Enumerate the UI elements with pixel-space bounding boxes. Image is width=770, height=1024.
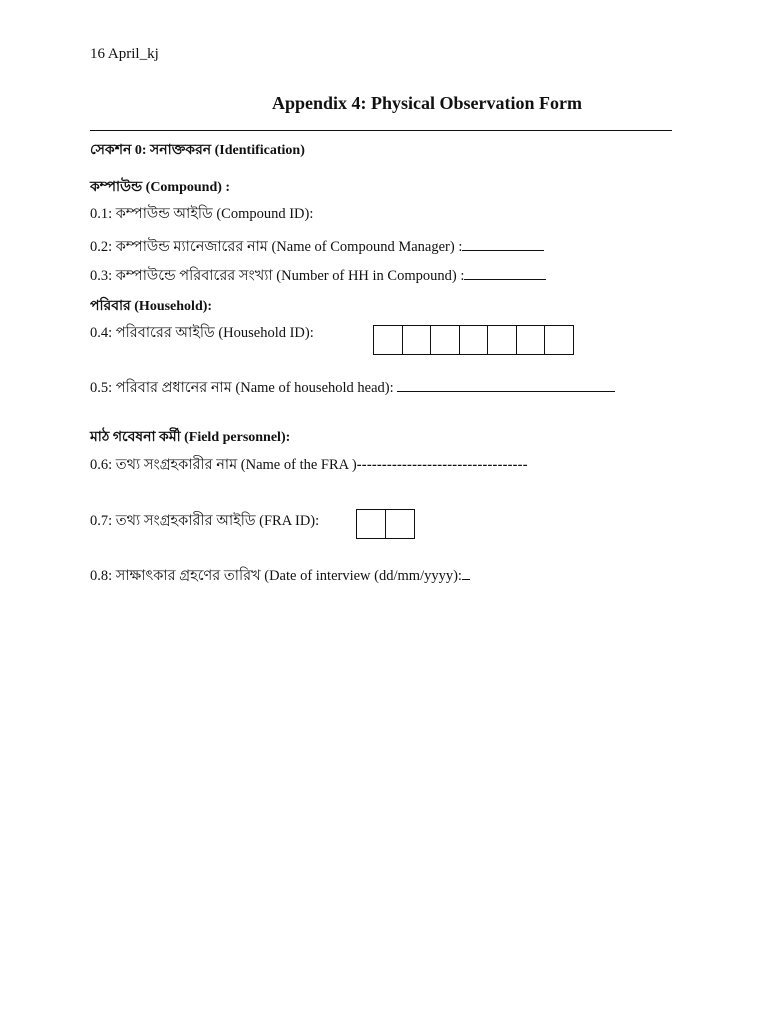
household-id-box[interactable] — [545, 326, 573, 354]
household-id-boxes — [373, 325, 574, 355]
household-heading: পরিবার (Household): — [90, 299, 213, 314]
fra-name-dash-blank[interactable]: ---------------------------------- — [356, 457, 528, 473]
compound-id-label: 0.1: কম্পাউন্ড আইডি (Compound ID): — [90, 206, 314, 222]
interview-date-label: 0.8: সাক্ষাৎকার গ্রহণের তারিখ (Date of interview (dd/mm/yyyy): — [90, 568, 462, 584]
household-id-question — [90, 322, 314, 346]
fra-name-label: 0.6: তথ্য সংগ্রহকারীর নাম (Name of the FRA ) — [90, 457, 357, 473]
compound-id-question — [90, 203, 313, 227]
fra-id-question — [90, 510, 319, 534]
interview-date-question — [90, 565, 470, 589]
household-id-box[interactable] — [488, 326, 517, 354]
header-note: 16 April_kj — [90, 46, 159, 62]
fra-id-box[interactable] — [386, 510, 414, 538]
compound-manager-blank[interactable] — [462, 238, 544, 251]
household-head-question — [90, 377, 615, 401]
household-id-box[interactable] — [374, 326, 403, 354]
household-head-label: 0.5: পরিবার প্রধানের নাম (Name of household head): — [90, 380, 394, 396]
field-personnel-heading: মাঠ গবেষনা কর্মী (Field personnel): — [90, 430, 291, 445]
household-id-box[interactable] — [431, 326, 460, 354]
fra-id-box[interactable] — [357, 510, 386, 538]
household-id-label: 0.4: পরিবারের আইডি (Household ID): — [90, 325, 314, 341]
compound-manager-label: 0.2: কম্পাউন্ড ম্যানেজারের নাম (Name of Compound Manager) : — [90, 239, 463, 255]
section-identification-heading: সেকশন 0: সনাক্তকরন (Identification) — [90, 143, 305, 158]
household-id-box[interactable] — [517, 326, 545, 354]
household-head-blank[interactable] — [397, 379, 615, 392]
compound-heading: কম্পাউন্ড (Compound) : — [90, 180, 231, 195]
fra-name-question — [90, 454, 528, 478]
hh-count-question — [90, 265, 546, 289]
interview-date-blank[interactable] — [462, 567, 470, 580]
fra-id-boxes — [356, 509, 415, 539]
compound-manager-question — [90, 236, 544, 260]
fra-id-label: 0.7: তথ্য সংগ্রহকারীর আইডি (FRA ID): — [90, 513, 320, 529]
household-id-box[interactable] — [403, 326, 431, 354]
page-title: Appendix 4: Physical Observation Form — [272, 93, 583, 113]
hh-count-blank[interactable] — [464, 267, 546, 280]
title-rule — [90, 130, 672, 131]
hh-count-label: 0.3: কম্পাউন্ডে পরিবারের সংখ্যা (Number of HH in Compound) : — [90, 268, 465, 284]
household-id-box[interactable] — [460, 326, 488, 354]
